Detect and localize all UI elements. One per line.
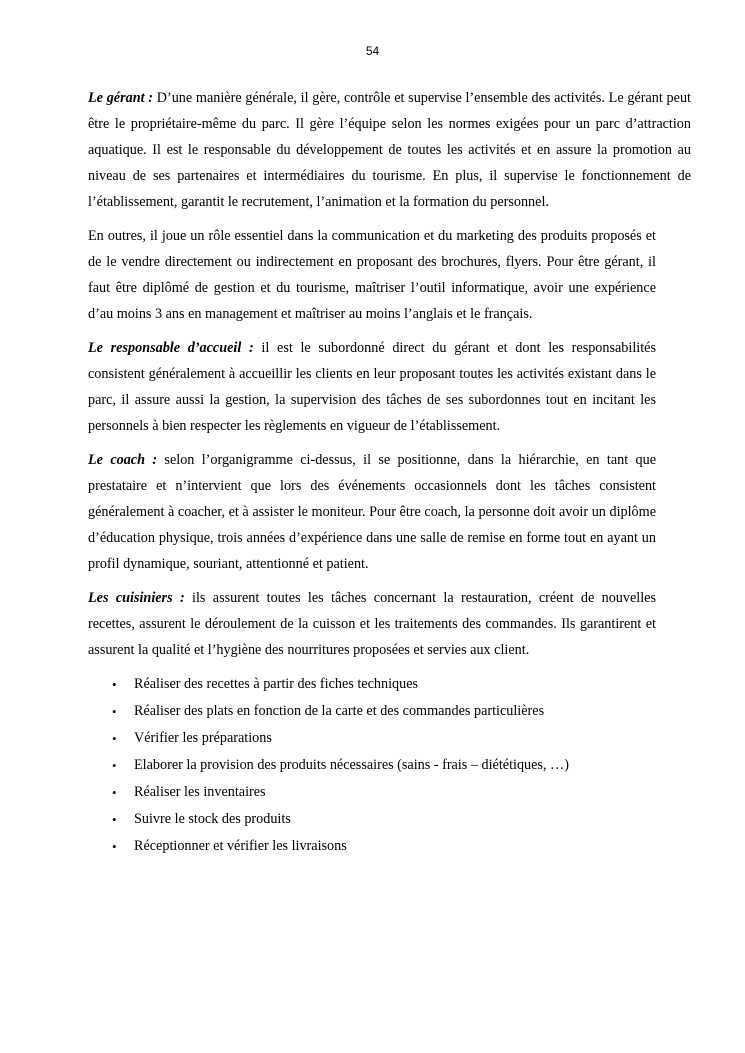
- term-accueil: Le responsable d’accueil :: [88, 340, 254, 356]
- bullet-icon: •: [112, 839, 117, 854]
- text-accueil: il est le subordonné direct du gérant et dont les responsabilités consistent généralement à accueillir les clients en leur proposant toutes les activités existant dans le parc, il assure aussi la gestion, la supervision des tâches de ses subordonnes tout en incitant les personnels à bien respecter les règlements en vigueur de l’établissement.: [88, 340, 656, 434]
- text-cuisiniers: ils assurent toutes les tâches concernant la restauration, créent de nouvelles recettes, assurent le déroulement de la cuisson et les traitements des commandes. Ils garantirent et assurent la qualité et l’hygiène des nourritures proposées et servies aux client.: [88, 590, 656, 658]
- page-number: 54: [365, 44, 380, 58]
- list-item: [88, 698, 656, 725]
- paragraph-coach: [88, 447, 656, 577]
- term-gerant: Le gérant :: [88, 90, 153, 106]
- list-item: [88, 833, 656, 860]
- paragraph-outres: [88, 223, 656, 327]
- list-item-text: Suivre le stock des produits: [134, 811, 291, 827]
- bullet-icon: •: [112, 677, 117, 692]
- term-cuisiniers: Les cuisiniers :: [88, 590, 185, 606]
- bullet-icon: •: [112, 785, 117, 800]
- bullet-icon: •: [112, 758, 117, 773]
- paragraph-accueil: [88, 335, 656, 439]
- bullet-icon: •: [112, 812, 117, 827]
- task-list: [88, 671, 656, 860]
- list-item-text: Réceptionner et vérifier les livraisons: [134, 838, 347, 854]
- list-item: [88, 671, 656, 698]
- bullet-icon: •: [112, 731, 117, 746]
- list-item: [88, 779, 656, 806]
- paragraph-gerant: [88, 85, 691, 215]
- document-body: [88, 85, 691, 860]
- list-item-text: Réaliser des recettes à partir des fiches techniques: [134, 676, 419, 692]
- list-item-text: Réaliser des plats en fonction de la carte et des commandes particulières: [134, 703, 545, 719]
- text-outres: En outres, il joue un rôle essentiel dans la communication et du marketing des produits proposés et de le vendre directement ou indirectement en proposant des brochures, flyers. Pour être gérant, il faut être diplômé de gestion et du tourisme, maîtriser l’outil informatique, avoir une expérience d’au moins 3 ans en management et maîtriser au moins l’anglais et le français.: [88, 228, 656, 322]
- bullet-icon: •: [112, 704, 117, 719]
- term-coach: Le coach :: [88, 452, 158, 468]
- list-item: [88, 725, 656, 752]
- text-gerant: D’une manière générale, il gère, contrôle et supervise l’ensemble des activités. Le gérant peut être le propriétaire-même du parc. Il gère l’équipe selon les normes exigées pour un parc d’attraction aquatique. Il est le responsable du développement de toutes les activités et en assure la promotion au niveau de ses partenaires et intermédiaires du tourisme. En plus, il supervise le fonctionnement de l’établissement, garantit le recrutement, l’animation et la formation du personnel.: [88, 90, 691, 210]
- list-item: [88, 806, 656, 833]
- list-item: [88, 752, 656, 779]
- paragraph-cuisiniers: [88, 585, 656, 663]
- text-coach: selon l’organigramme ci-dessus, il se positionne, dans la hiérarchie, en tant que prestataire et n’intervient que lors des événements occasionnels dont les tâches consistent généralement à coacher, et à assister le moniteur. Pour être coach, la personne doit avoir un diplôme d’éducation physique, trois années d’expérience dans une salle de remise en forme tout en ayant un profil dynamique, souriant, attentionné et patient.: [88, 452, 656, 572]
- list-item-text: Réaliser les inventaires: [134, 784, 266, 800]
- list-item-text: Vérifier les préparations: [134, 730, 272, 746]
- list-item-text: Elaborer la provision des produits nécessaires (sains - frais – diététiques, …): [134, 757, 569, 773]
